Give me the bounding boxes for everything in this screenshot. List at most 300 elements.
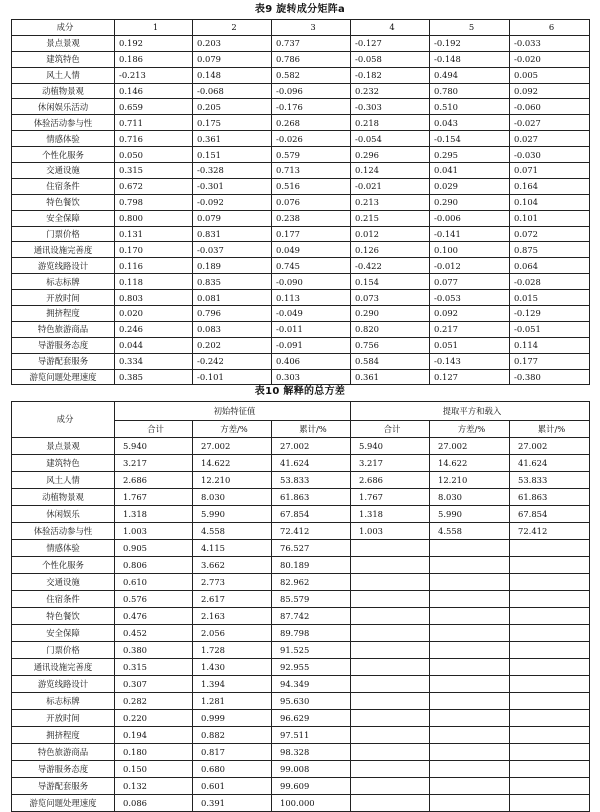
table-cell: -0.053 — [430, 290, 510, 306]
table-cell: 0.796 — [193, 306, 272, 322]
table-cell: -0.176 — [272, 99, 351, 115]
row-label: 休闲娱乐活动 — [12, 99, 115, 115]
table-cell: 0.295 — [430, 147, 510, 163]
table-cell: 0.205 — [193, 99, 272, 115]
table-cell: 0.786 — [272, 51, 351, 67]
table-cell: 3.662 — [193, 557, 272, 574]
table9-col-header: 4 — [351, 20, 430, 36]
table-cell: -0.143 — [430, 353, 510, 369]
table-cell: 0.385 — [115, 369, 193, 385]
table-cell — [351, 693, 430, 710]
table-cell — [510, 642, 590, 659]
table-cell: 0.711 — [115, 115, 193, 131]
table-cell: 0.806 — [115, 557, 193, 574]
table-cell: 0.175 — [193, 115, 272, 131]
table-cell — [510, 761, 590, 778]
table9-body — [12, 35, 590, 385]
row-label: 个性化服务 — [12, 557, 115, 574]
table-cell: -0.054 — [351, 131, 430, 147]
table-cell: 0.579 — [272, 147, 351, 163]
table-cell — [430, 795, 510, 812]
row-label: 门票价格 — [12, 226, 115, 242]
table-row — [12, 642, 590, 659]
table-cell: 0.406 — [272, 353, 351, 369]
table-cell: 82.962 — [272, 574, 351, 591]
table-cell — [510, 744, 590, 761]
row-label: 建筑特色 — [12, 455, 115, 472]
row-label: 动植物景观 — [12, 83, 115, 99]
table-cell — [430, 591, 510, 608]
table-cell: 5.940 — [115, 438, 193, 455]
table9-col-header: 2 — [193, 20, 272, 36]
row-label: 交通设施 — [12, 574, 115, 591]
table-cell — [351, 625, 430, 642]
table-cell: 0.113 — [272, 290, 351, 306]
table-cell: 4.558 — [193, 523, 272, 540]
table-cell: -0.303 — [351, 99, 430, 115]
row-label: 体验活动参与性 — [12, 523, 115, 540]
table-cell — [351, 659, 430, 676]
table-cell: -0.058 — [351, 51, 430, 67]
table-cell: 14.622 — [430, 455, 510, 472]
table-row — [12, 455, 590, 472]
table-cell: 1.767 — [351, 489, 430, 506]
table-cell — [430, 608, 510, 625]
row-label: 住宿条件 — [12, 178, 115, 194]
table-row — [12, 489, 590, 506]
table-cell: 0.005 — [510, 67, 590, 83]
total-variance-explained-table — [11, 401, 590, 812]
table-cell: 0.041 — [430, 163, 510, 179]
table-cell — [351, 540, 430, 557]
table-row — [12, 306, 590, 322]
table-cell: 98.328 — [272, 744, 351, 761]
table-row — [12, 369, 590, 385]
table-cell: 0.050 — [115, 147, 193, 163]
table-cell: 0.044 — [115, 337, 193, 353]
table-cell: 0.800 — [115, 210, 193, 226]
table-cell: 0.092 — [510, 83, 590, 99]
table-cell — [351, 778, 430, 795]
table-cell: 92.955 — [272, 659, 351, 676]
table-cell: 0.064 — [510, 258, 590, 274]
table-cell — [430, 761, 510, 778]
table-cell: 1.003 — [115, 523, 193, 540]
table-cell: 5.990 — [193, 506, 272, 523]
table-cell: 0.268 — [272, 115, 351, 131]
table-cell: -0.030 — [510, 147, 590, 163]
table-cell: 0.015 — [510, 290, 590, 306]
table-row — [12, 274, 590, 290]
table-cell: 0.148 — [193, 67, 272, 83]
row-label: 游览问题处理速度 — [12, 369, 115, 385]
table-cell: -0.213 — [115, 67, 193, 83]
table-cell: 0.516 — [272, 178, 351, 194]
table-cell: 0.146 — [115, 83, 193, 99]
table-row — [12, 540, 590, 557]
table-cell: 0.126 — [351, 242, 430, 258]
row-label: 游览问题处理速度 — [12, 795, 115, 812]
table-cell: 0.104 — [510, 194, 590, 210]
row-label: 个性化服务 — [12, 147, 115, 163]
table-cell: 67.854 — [510, 506, 590, 523]
table-cell: -0.127 — [351, 35, 430, 51]
table-cell: 97.511 — [272, 727, 351, 744]
table-cell: -0.380 — [510, 369, 590, 385]
table-cell: 1.281 — [193, 693, 272, 710]
table-row — [12, 727, 590, 744]
table-cell: 0.905 — [115, 540, 193, 557]
row-label: 门票价格 — [12, 642, 115, 659]
table-cell: 3.217 — [115, 455, 193, 472]
table-row — [12, 710, 590, 727]
table-cell: -0.020 — [510, 51, 590, 67]
table-cell: -0.096 — [272, 83, 351, 99]
table-cell: 0.576 — [115, 591, 193, 608]
table-cell: 0.202 — [193, 337, 272, 353]
table-row — [12, 131, 590, 147]
table-cell: -0.101 — [193, 369, 272, 385]
table10-sub-header: 合计 — [115, 421, 193, 438]
table-cell: 0.817 — [193, 744, 272, 761]
table-cell: 8.030 — [193, 489, 272, 506]
table-cell — [351, 574, 430, 591]
table-cell: 0.803 — [115, 290, 193, 306]
table-cell: 0.118 — [115, 274, 193, 290]
table-cell: 0.290 — [351, 306, 430, 322]
table-row — [12, 523, 590, 540]
rotated-component-matrix-table — [11, 19, 590, 385]
table-cell: 53.833 — [272, 472, 351, 489]
table-cell: 94.349 — [272, 676, 351, 693]
table-row — [12, 574, 590, 591]
table-cell: 0.361 — [351, 369, 430, 385]
row-label: 住宿条件 — [12, 591, 115, 608]
table-cell: 0.083 — [193, 321, 272, 337]
table-cell: 0.092 — [430, 306, 510, 322]
row-label: 导游服务态度 — [12, 761, 115, 778]
table-cell: 3.217 — [351, 455, 430, 472]
row-label: 开放时间 — [12, 290, 115, 306]
table-row — [12, 210, 590, 226]
table-cell: -0.051 — [510, 321, 590, 337]
table10-corner-header: 成分 — [12, 402, 115, 438]
table-cell: 1.003 — [351, 523, 430, 540]
table9-col-header: 6 — [510, 20, 590, 36]
table-cell: 0.315 — [115, 659, 193, 676]
table-cell: 0.081 — [193, 290, 272, 306]
table10-sub-header: 合计 — [351, 421, 430, 438]
table-row — [12, 194, 590, 210]
table-cell: 0.716 — [115, 131, 193, 147]
table-cell — [351, 727, 430, 744]
table-cell: -0.049 — [272, 306, 351, 322]
table-cell: 0.051 — [430, 337, 510, 353]
table-cell: 0.170 — [115, 242, 193, 258]
table-cell: 0.077 — [430, 274, 510, 290]
table-cell: 0.334 — [115, 353, 193, 369]
table-cell — [510, 727, 590, 744]
row-label: 特色旅游商品 — [12, 321, 115, 337]
table-cell: 0.180 — [115, 744, 193, 761]
table-row — [12, 321, 590, 337]
table-cell: 91.525 — [272, 642, 351, 659]
table9-corner-header: 成分 — [12, 20, 115, 36]
table-cell: 0.510 — [430, 99, 510, 115]
table-cell: 0.756 — [351, 337, 430, 353]
row-label: 拥挤程度 — [12, 727, 115, 744]
row-label: 交通设施 — [12, 163, 115, 179]
table-row — [12, 693, 590, 710]
table-cell: 0.076 — [272, 194, 351, 210]
table-cell: 61.863 — [272, 489, 351, 506]
table-cell: 0.132 — [115, 778, 193, 795]
table-cell: 2.686 — [115, 472, 193, 489]
table-cell: 0.361 — [193, 131, 272, 147]
table-cell: -0.033 — [510, 35, 590, 51]
table-cell: 0.164 — [510, 178, 590, 194]
table-cell: 4.558 — [430, 523, 510, 540]
table-cell — [510, 540, 590, 557]
table-cell — [351, 642, 430, 659]
table-cell: 0.882 — [193, 727, 272, 744]
table-row — [12, 35, 590, 51]
row-label: 情感体验 — [12, 131, 115, 147]
table-row — [12, 290, 590, 306]
table-row — [12, 438, 590, 455]
table-cell: 0.680 — [193, 761, 272, 778]
row-label: 导游配套服务 — [12, 353, 115, 369]
table-cell — [510, 710, 590, 727]
table-cell: 99.609 — [272, 778, 351, 795]
table-row — [12, 778, 590, 795]
table-cell: 5.990 — [430, 506, 510, 523]
table-row — [12, 761, 590, 778]
table-row — [12, 115, 590, 131]
table-cell: 27.002 — [272, 438, 351, 455]
table-cell — [510, 557, 590, 574]
row-label: 标志标牌 — [12, 274, 115, 290]
table-cell: 8.030 — [430, 489, 510, 506]
table-cell: 0.220 — [115, 710, 193, 727]
table-cell: 76.527 — [272, 540, 351, 557]
table-cell: 0.049 — [272, 242, 351, 258]
table-cell: 0.215 — [351, 210, 430, 226]
table9-col-header: 3 — [272, 20, 351, 36]
table-cell — [430, 710, 510, 727]
table-cell: 0.029 — [430, 178, 510, 194]
table10-sub-header: 方差/% — [430, 421, 510, 438]
table-cell: 72.412 — [510, 523, 590, 540]
table-row — [12, 226, 590, 242]
table-cell: 0.043 — [430, 115, 510, 131]
table-cell: 2.686 — [351, 472, 430, 489]
table-cell — [430, 540, 510, 557]
table-row — [12, 353, 590, 369]
table-cell: -0.242 — [193, 353, 272, 369]
table-cell: -0.021 — [351, 178, 430, 194]
table-cell: 0.296 — [351, 147, 430, 163]
table-cell: 0.218 — [351, 115, 430, 131]
table-cell: 87.742 — [272, 608, 351, 625]
table-cell: 80.189 — [272, 557, 351, 574]
table-cell: 0.101 — [510, 210, 590, 226]
table-cell: 0.127 — [430, 369, 510, 385]
table-cell: -0.154 — [430, 131, 510, 147]
row-label: 特色餐饮 — [12, 608, 115, 625]
row-label: 建筑特色 — [12, 51, 115, 67]
table-cell: 0.835 — [193, 274, 272, 290]
table-cell: 0.290 — [430, 194, 510, 210]
table9-header-row — [12, 20, 590, 36]
table-cell: 0.072 — [510, 226, 590, 242]
table-row — [12, 557, 590, 574]
table-cell — [510, 591, 590, 608]
table-cell: 0.116 — [115, 258, 193, 274]
table-row — [12, 67, 590, 83]
row-label: 导游服务态度 — [12, 337, 115, 353]
table-cell: 0.307 — [115, 676, 193, 693]
table-cell: 0.999 — [193, 710, 272, 727]
table-cell: 0.303 — [272, 369, 351, 385]
table-cell: 72.412 — [272, 523, 351, 540]
table-cell — [510, 778, 590, 795]
table-cell — [351, 710, 430, 727]
table-cell — [510, 608, 590, 625]
table-cell: 85.579 — [272, 591, 351, 608]
table-cell: 0.079 — [193, 210, 272, 226]
table-cell: 61.863 — [510, 489, 590, 506]
table-row — [12, 659, 590, 676]
table-cell: 53.833 — [510, 472, 590, 489]
table-cell: 89.798 — [272, 625, 351, 642]
table-cell: 99.008 — [272, 761, 351, 778]
table-cell — [430, 642, 510, 659]
table-cell: 0.150 — [115, 761, 193, 778]
table-cell: 0.189 — [193, 258, 272, 274]
row-label: 通讯设施完善度 — [12, 659, 115, 676]
table10-group-header-row — [12, 402, 590, 421]
table-cell: 14.622 — [193, 455, 272, 472]
table-cell — [351, 608, 430, 625]
table-cell: 2.773 — [193, 574, 272, 591]
table-cell: -0.129 — [510, 306, 590, 322]
row-label: 游览线路设计 — [12, 676, 115, 693]
row-label: 风土人情 — [12, 67, 115, 83]
table-cell: -0.091 — [272, 337, 351, 353]
table9-col-header: 5 — [430, 20, 510, 36]
row-label: 风土人情 — [12, 472, 115, 489]
table-cell — [430, 727, 510, 744]
table-cell: -0.141 — [430, 226, 510, 242]
table-cell: 0.131 — [115, 226, 193, 242]
table-row — [12, 258, 590, 274]
table-cell — [351, 591, 430, 608]
table-cell: 41.624 — [272, 455, 351, 472]
table-cell: 12.210 — [430, 472, 510, 489]
table-row — [12, 147, 590, 163]
table-cell: 0.124 — [351, 163, 430, 179]
table-cell: 0.282 — [115, 693, 193, 710]
table-cell — [510, 659, 590, 676]
table-cell: 0.177 — [272, 226, 351, 242]
row-label: 动植物景观 — [12, 489, 115, 506]
table10-group-initial-eigenvalues: 初始特征值 — [115, 402, 351, 421]
table-cell: 2.056 — [193, 625, 272, 642]
table-cell: -0.037 — [193, 242, 272, 258]
table-cell: 0.217 — [430, 321, 510, 337]
table-row — [12, 506, 590, 523]
table-cell: -0.148 — [430, 51, 510, 67]
table-cell: 0.238 — [272, 210, 351, 226]
table-cell: 27.002 — [510, 438, 590, 455]
row-label: 休闲娱乐 — [12, 506, 115, 523]
table-cell: 1.394 — [193, 676, 272, 693]
table-row — [12, 795, 590, 812]
table-cell: -0.068 — [193, 83, 272, 99]
table-cell: -0.301 — [193, 178, 272, 194]
row-label: 特色餐饮 — [12, 194, 115, 210]
table-cell: 0.315 — [115, 163, 193, 179]
table-cell: 0.713 — [272, 163, 351, 179]
row-label: 安全保障 — [12, 210, 115, 226]
table-cell — [430, 574, 510, 591]
table-cell: 2.163 — [193, 608, 272, 625]
table-cell — [510, 676, 590, 693]
table-cell: 0.177 — [510, 353, 590, 369]
table-row — [12, 625, 590, 642]
table-cell: -0.192 — [430, 35, 510, 51]
table-row — [12, 676, 590, 693]
table-row — [12, 163, 590, 179]
row-label: 标志标牌 — [12, 693, 115, 710]
table-cell: 67.854 — [272, 506, 351, 523]
table-cell: 12.210 — [193, 472, 272, 489]
table-cell: 0.380 — [115, 642, 193, 659]
table-cell: -0.028 — [510, 274, 590, 290]
table-row — [12, 178, 590, 194]
row-label: 景点景观 — [12, 35, 115, 51]
table-cell: 96.629 — [272, 710, 351, 727]
row-label: 情感体验 — [12, 540, 115, 557]
table-cell — [430, 693, 510, 710]
table-row — [12, 242, 590, 258]
table10-body — [12, 438, 590, 812]
table-cell: 0.659 — [115, 99, 193, 115]
table9-col-header: 1 — [115, 20, 193, 36]
row-label: 景点景观 — [12, 438, 115, 455]
row-label: 安全保障 — [12, 625, 115, 642]
table-cell: -0.182 — [351, 67, 430, 83]
table-cell: 0.154 — [351, 274, 430, 290]
table-cell: 0.452 — [115, 625, 193, 642]
table10-sub-header: 累计/% — [272, 421, 351, 438]
table10-caption: 表10 解释的总方差 — [254, 386, 346, 397]
table-cell: 0.012 — [351, 226, 430, 242]
table-cell: 0.192 — [115, 35, 193, 51]
table-cell: 4.115 — [193, 540, 272, 557]
table-cell: 0.100 — [430, 242, 510, 258]
table-cell: 0.831 — [193, 226, 272, 242]
table-cell — [351, 761, 430, 778]
table-row — [12, 51, 590, 67]
table-cell: 0.073 — [351, 290, 430, 306]
table-row — [12, 99, 590, 115]
table10-sub-header: 方差/% — [193, 421, 272, 438]
table-cell: -0.090 — [272, 274, 351, 290]
table-cell: 0.071 — [510, 163, 590, 179]
table-cell: -0.026 — [272, 131, 351, 147]
